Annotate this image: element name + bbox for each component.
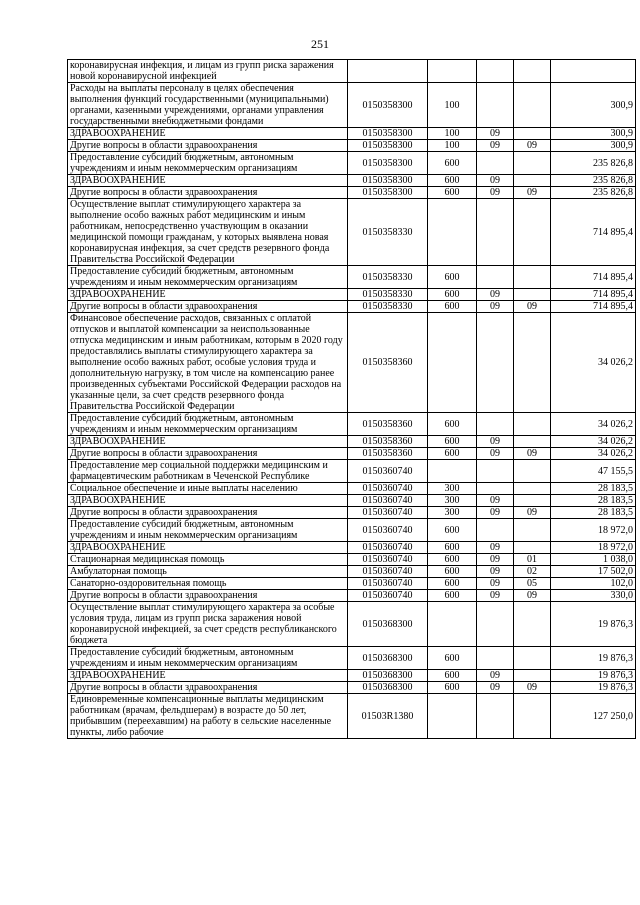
subsection-code [514, 542, 551, 554]
subsection-code: 09 [514, 187, 551, 199]
page-number: 251 [311, 37, 329, 51]
section-code: 09 [477, 495, 514, 507]
section-code: 09 [477, 187, 514, 199]
expense-type-code: 600 [428, 436, 477, 448]
target-article-code: 0150358360 [348, 436, 428, 448]
amount: 300,9 [551, 83, 636, 128]
expense-type-code [428, 602, 477, 647]
amount: 18 972,0 [551, 542, 636, 554]
subsection-code [514, 128, 551, 140]
amount: 714 895,4 [551, 266, 636, 289]
target-article-code: 0150358300 [348, 175, 428, 187]
amount: 235 826,8 [551, 187, 636, 199]
table-row [68, 60, 636, 83]
amount: 1 038,0 [551, 554, 636, 566]
subsection-code [514, 436, 551, 448]
target-article-code: 0150360740 [348, 542, 428, 554]
target-article-code: 0150360740 [348, 578, 428, 590]
target-article-code: 0150360740 [348, 519, 428, 542]
target-article-code: 0150358330 [348, 301, 428, 313]
section-code [477, 519, 514, 542]
target-article-code: 0150368300 [348, 682, 428, 694]
amount: 18 972,0 [551, 519, 636, 542]
row-name: Расходы на выплаты персоналу в целях обеспечения выполнения функций государственными (муниципальными) органами, казенными учреждениями, органами управления государственными внебюджетными фондами [68, 83, 348, 128]
row-name: ЗДРАВООХРАНЕНИЕ [68, 289, 348, 301]
expense-type-code [428, 460, 477, 483]
target-article-code: 0150360740 [348, 566, 428, 578]
expense-type-code: 600 [428, 670, 477, 682]
target-article-code: 0150368300 [348, 647, 428, 670]
amount: 714 895,4 [551, 199, 636, 266]
table-row [68, 83, 636, 128]
row-name: ЗДРАВООХРАНЕНИЕ [68, 175, 348, 187]
expense-type-code: 600 [428, 590, 477, 602]
target-article-code: 0150358360 [348, 413, 428, 436]
row-name: Предоставление субсидий бюджетным, автономным учреждениям и иным некоммерческим организациям [68, 152, 348, 175]
row-name: Другие вопросы в области здравоохранения [68, 590, 348, 602]
target-article-code: 0150358360 [348, 313, 428, 413]
amount: 19 876,3 [551, 602, 636, 647]
expense-type-code: 600 [428, 542, 477, 554]
expense-type-code: 600 [428, 413, 477, 436]
amount: 28 183,5 [551, 507, 636, 519]
expense-type-code: 100 [428, 140, 477, 152]
expense-type-code: 600 [428, 578, 477, 590]
subsection-code [514, 670, 551, 682]
amount: 34 026,2 [551, 448, 636, 460]
subsection-code: 09 [514, 507, 551, 519]
table-row [68, 413, 636, 436]
row-name: ЗДРАВООХРАНЕНИЕ [68, 542, 348, 554]
table-row [68, 566, 636, 578]
subsection-code: 09 [514, 301, 551, 313]
row-name: Единовременные компенсационные выплаты медицинским работникам (врачам, фельдшерам) в возрасте до 50 лет, прибывшим (переехавшим) на работу в сельские населенные пункты, либо рабочие [68, 694, 348, 739]
table-row [68, 542, 636, 554]
expense-type-code [428, 60, 477, 83]
section-code [477, 460, 514, 483]
table-row [68, 140, 636, 152]
amount: 235 826,8 [551, 175, 636, 187]
target-article-code: 0150358330 [348, 199, 428, 266]
table-row [68, 682, 636, 694]
target-article-code: 0150358330 [348, 289, 428, 301]
expense-type-code: 600 [428, 289, 477, 301]
target-article-code: 0150360740 [348, 590, 428, 602]
section-code [477, 694, 514, 739]
section-code [477, 266, 514, 289]
section-code [477, 483, 514, 495]
subsection-code [514, 83, 551, 128]
amount: 34 026,2 [551, 413, 636, 436]
amount: 102,0 [551, 578, 636, 590]
budget-table [67, 59, 636, 739]
subsection-code: 09 [514, 682, 551, 694]
amount: 19 876,3 [551, 682, 636, 694]
section-code: 09 [477, 301, 514, 313]
subsection-code: 05 [514, 578, 551, 590]
amount: 34 026,2 [551, 313, 636, 413]
table-row [68, 694, 636, 739]
section-code: 09 [477, 140, 514, 152]
amount: 127 250,0 [551, 694, 636, 739]
row-name: ЗДРАВООХРАНЕНИЕ [68, 495, 348, 507]
section-code [477, 647, 514, 670]
subsection-code: 09 [514, 448, 551, 460]
row-name: Осуществление выплат стимулирующего характера за выполнение особо важных работ медицинским и иным работникам, непосредственно участвующим в оказании медицинской помощи гражданам, у которых выявлена новая коронавирусная инфекция, за счет средств резервного фонда Правительства Российской Федерации [68, 199, 348, 266]
table-row [68, 199, 636, 266]
subsection-code [514, 152, 551, 175]
expense-type-code [428, 199, 477, 266]
section-code [477, 152, 514, 175]
section-code: 09 [477, 128, 514, 140]
row-name: Санаторно-оздоровительная помощь [68, 578, 348, 590]
table-row [68, 602, 636, 647]
row-name: Предоставление мер социальной поддержки медицинским и фармацевтическим работникам в Чеченской Республике [68, 460, 348, 483]
section-code: 09 [477, 448, 514, 460]
expense-type-code [428, 313, 477, 413]
amount: 34 026,2 [551, 436, 636, 448]
section-code [477, 199, 514, 266]
expense-type-code: 600 [428, 187, 477, 199]
target-article-code: 0150358360 [348, 448, 428, 460]
row-name: Другие вопросы в области здравоохранения [68, 301, 348, 313]
row-name: Предоставление субсидий бюджетным, автономным учреждениям и иным некоммерческим организациям [68, 647, 348, 670]
target-article-code: 0150358300 [348, 187, 428, 199]
section-code: 09 [477, 670, 514, 682]
target-article-code: 0150360740 [348, 507, 428, 519]
table-row [68, 578, 636, 590]
subsection-code [514, 694, 551, 739]
row-name: Осуществление выплат стимулирующего характера за особые условия труда, лицам из групп риска заражения новой коронавирусной инфекцией, за счет средств республиканского бюджета [68, 602, 348, 647]
target-article-code: 0150360740 [348, 495, 428, 507]
amount: 714 895,4 [551, 301, 636, 313]
table-row [68, 187, 636, 199]
table-row [68, 301, 636, 313]
row-name: коронавирусная инфекция, и лицам из групп риска заражения новой коронавирусной инфекцией [68, 60, 348, 83]
subsection-code: 09 [514, 140, 551, 152]
subsection-code: 02 [514, 566, 551, 578]
subsection-code [514, 602, 551, 647]
expense-type-code: 600 [428, 448, 477, 460]
section-code: 09 [477, 566, 514, 578]
subsection-code: 01 [514, 554, 551, 566]
target-article-code: 0150360740 [348, 483, 428, 495]
section-code: 09 [477, 175, 514, 187]
section-code [477, 313, 514, 413]
target-article-code: 0150358330 [348, 266, 428, 289]
row-name: Другие вопросы в области здравоохранения [68, 682, 348, 694]
row-name: Социальное обеспечение и иные выплаты населению [68, 483, 348, 495]
target-article-code: 0150358300 [348, 128, 428, 140]
subsection-code [514, 460, 551, 483]
expense-type-code: 300 [428, 495, 477, 507]
target-article-code: 0150368300 [348, 602, 428, 647]
expense-type-code: 600 [428, 266, 477, 289]
table-row [68, 266, 636, 289]
subsection-code [514, 199, 551, 266]
budget-table-body [68, 60, 636, 739]
row-name: Предоставление субсидий бюджетным, автономным учреждениям и иным некоммерческим организациям [68, 266, 348, 289]
subsection-code [514, 289, 551, 301]
section-code: 09 [477, 682, 514, 694]
table-row [68, 554, 636, 566]
subsection-code [514, 495, 551, 507]
table-row [68, 128, 636, 140]
amount: 330,0 [551, 590, 636, 602]
expense-type-code: 100 [428, 83, 477, 128]
row-name: Другие вопросы в области здравоохранения [68, 187, 348, 199]
row-name: Другие вопросы в области здравоохранения [68, 140, 348, 152]
section-code [477, 602, 514, 647]
expense-type-code: 600 [428, 301, 477, 313]
table-row [68, 519, 636, 542]
table-row [68, 670, 636, 682]
target-article-code [348, 60, 428, 83]
subsection-code [514, 483, 551, 495]
table-row [68, 460, 636, 483]
amount [551, 60, 636, 83]
target-article-code: 01503R1380 [348, 694, 428, 739]
expense-type-code: 300 [428, 507, 477, 519]
table-row [68, 289, 636, 301]
section-code: 09 [477, 578, 514, 590]
amount: 300,9 [551, 140, 636, 152]
amount: 19 876,3 [551, 647, 636, 670]
subsection-code [514, 266, 551, 289]
table-row [68, 590, 636, 602]
section-code: 09 [477, 554, 514, 566]
expense-type-code: 100 [428, 128, 477, 140]
row-name: Другие вопросы в области здравоохранения [68, 507, 348, 519]
subsection-code [514, 175, 551, 187]
expense-type-code: 600 [428, 647, 477, 670]
target-article-code: 0150360740 [348, 460, 428, 483]
subsection-code [514, 519, 551, 542]
target-article-code: 0150360740 [348, 554, 428, 566]
expense-type-code: 600 [428, 682, 477, 694]
row-name: Стационарная медицинская помощь [68, 554, 348, 566]
expense-type-code: 600 [428, 519, 477, 542]
amount: 17 502,0 [551, 566, 636, 578]
subsection-code: 09 [514, 590, 551, 602]
table-row [68, 175, 636, 187]
row-name: Предоставление субсидий бюджетным, автономным учреждениям и иным некоммерческим организациям [68, 519, 348, 542]
section-code: 09 [477, 542, 514, 554]
row-name: Другие вопросы в области здравоохранения [68, 448, 348, 460]
expense-type-code: 600 [428, 554, 477, 566]
subsection-code [514, 413, 551, 436]
section-code [477, 413, 514, 436]
amount: 47 155,5 [551, 460, 636, 483]
section-code [477, 60, 514, 83]
row-name: Предоставление субсидий бюджетным, автономным учреждениям и иным некоммерческим организациям [68, 413, 348, 436]
section-code [477, 83, 514, 128]
expense-type-code [428, 694, 477, 739]
row-name: Финансовое обеспечение расходов, связанных с оплатой отпусков и выплатой компенсации за неиспользованные отпуска медицинским и иным работникам, которым в 2020 году предоставлялись выплаты стимулирующего характера за выполнение особо важных работ, особые условия труда и дополнительную нагрузку, в том числе на компенсацию ранее произведенных субъектами Российской Федерации расходов на указанные цели, за счет средств резервного фонда Правительства Российской Федерации [68, 313, 348, 413]
table-row [68, 495, 636, 507]
section-code: 09 [477, 436, 514, 448]
amount: 28 183,5 [551, 495, 636, 507]
table-row [68, 483, 636, 495]
table-row [68, 448, 636, 460]
target-article-code: 0150358300 [348, 83, 428, 128]
table-row [68, 152, 636, 175]
table-row [68, 436, 636, 448]
expense-type-code: 600 [428, 566, 477, 578]
row-name: Амбулаторная помощь [68, 566, 348, 578]
row-name: ЗДРАВООХРАНЕНИЕ [68, 670, 348, 682]
amount: 714 895,4 [551, 289, 636, 301]
section-code: 09 [477, 507, 514, 519]
expense-type-code: 600 [428, 175, 477, 187]
amount: 300,9 [551, 128, 636, 140]
amount: 28 183,5 [551, 483, 636, 495]
section-code: 09 [477, 590, 514, 602]
subsection-code [514, 60, 551, 83]
table-row [68, 313, 636, 413]
subsection-code [514, 647, 551, 670]
row-name: ЗДРАВООХРАНЕНИЕ [68, 128, 348, 140]
amount: 19 876,3 [551, 670, 636, 682]
expense-type-code: 300 [428, 483, 477, 495]
table-row [68, 507, 636, 519]
target-article-code: 0150358300 [348, 152, 428, 175]
section-code: 09 [477, 289, 514, 301]
table-row [68, 647, 636, 670]
expense-type-code: 600 [428, 152, 477, 175]
amount: 235 826,8 [551, 152, 636, 175]
target-article-code: 0150358300 [348, 140, 428, 152]
subsection-code [514, 313, 551, 413]
row-name: ЗДРАВООХРАНЕНИЕ [68, 436, 348, 448]
target-article-code: 0150368300 [348, 670, 428, 682]
